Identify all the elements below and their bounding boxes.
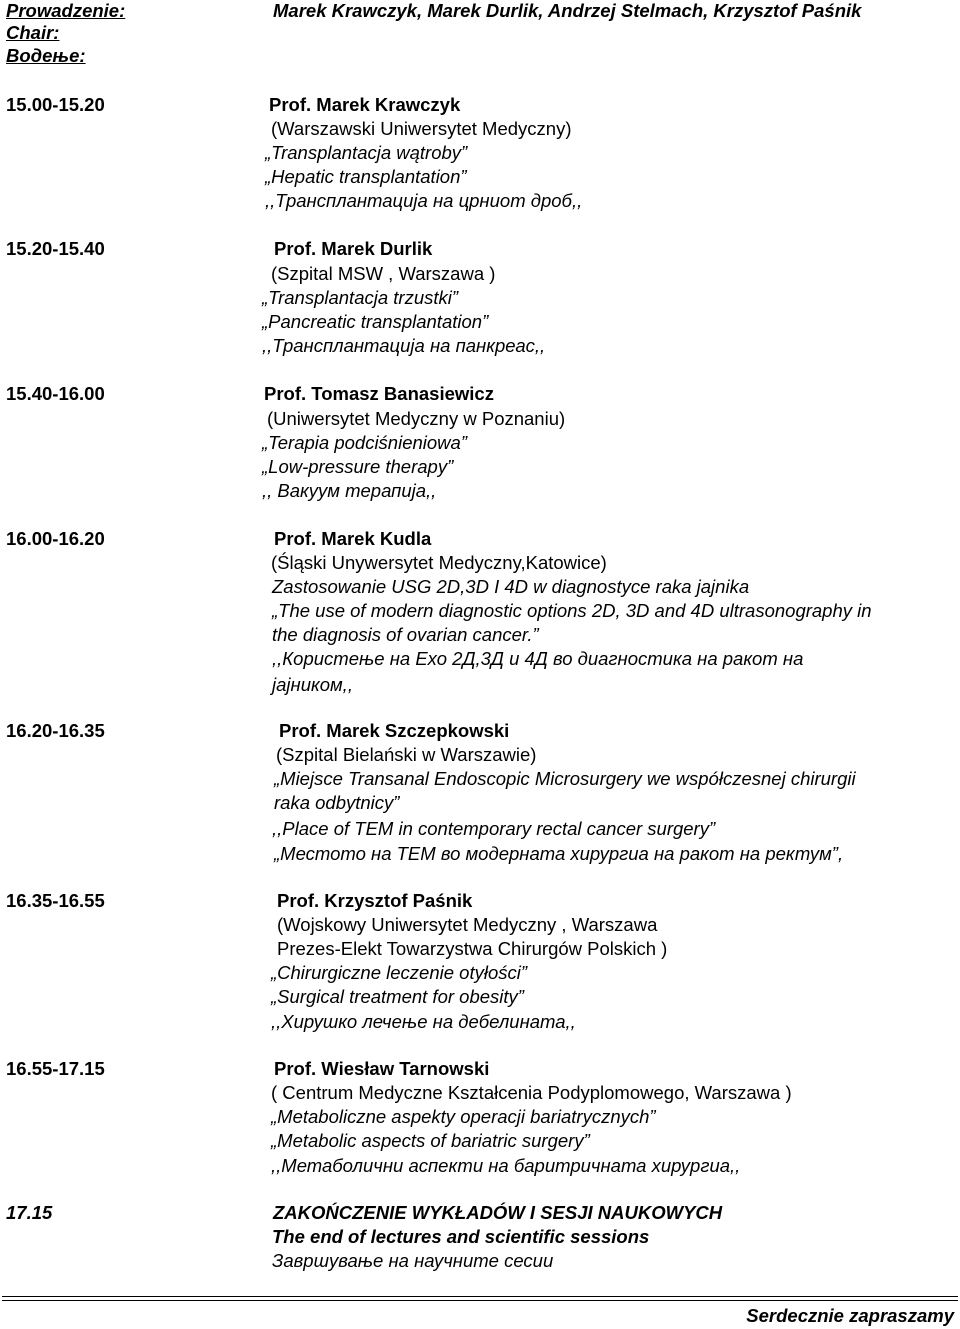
closing-title-mk: Завршување на научните сесии [272, 1250, 554, 1271]
session-speaker: Prof. Marek Szczepkowski [279, 720, 510, 741]
footer-divider-2 [2, 1300, 958, 1301]
session-affiliation: (Szpital Bielański w Warszawie) [276, 744, 537, 765]
footer-divider [2, 1296, 958, 1297]
session-title-en-cont: the diagnosis of ovarian cancer.” [272, 624, 539, 645]
session-title-pl: „Transplantacja trzustki” [262, 287, 459, 308]
session-title-pl: „Transplantacja wątroby” [265, 142, 468, 163]
session-affiliation: ( Centrum Medyczne Kształcenia Podyplomowego, Warszawa ) [271, 1082, 792, 1103]
session-affiliation: (Uniwersytet Medyczny w Poznaniu) [267, 408, 566, 429]
session-title-en: „Pancreatic transplantation” [262, 311, 489, 332]
session-speaker: Prof. Tomasz Banasiewicz [264, 383, 494, 404]
session-affiliation: (Szpital MSW , Warszawa ) [271, 263, 496, 284]
session-affiliation: (Warszawski Uniwersytet Medyczny) [271, 118, 572, 139]
session-title-mk: ,,Трансплантација на црниот дроб,, [265, 190, 583, 211]
session-title-pl: Zastosowanie USG 2D,3D I 4D w diagnostyce raka jajnika [272, 576, 750, 597]
session-title-pl-cont: raka odbytnicy” [274, 792, 400, 813]
session-title-mk: ,, Вакуум терапија,, [262, 480, 437, 501]
session-title-pl: „Chirurgiczne leczenie otyłości” [271, 962, 528, 983]
session-time: 16.55-17.15 [6, 1058, 105, 1079]
closing-title-en: The end of lectures and scientific sessions [272, 1226, 650, 1247]
session-time: 15.00-15.20 [6, 94, 105, 115]
footer-farewell: Serdecznie zapraszamy [746, 1305, 954, 1326]
session-title-en: ,,Place of TEM in contemporary rectal cancer surgery” [272, 818, 716, 839]
session-speaker: Prof. Krzysztof Paśnik [277, 890, 473, 911]
session-speaker: Prof. Marek Krawczyk [269, 94, 461, 115]
session-title-en: „Hepatic transplantation” [265, 166, 467, 187]
chair-names: Marek Krawczyk, Marek Durlik, Andrzej Stelmach, Krzysztof Paśnik [273, 0, 862, 21]
session-title-pl: „Miejsce Transanal Endoscopic Microsurgery we współczesnej chirurgii [274, 768, 856, 789]
chair-label-en: Chair: [6, 22, 60, 43]
session-title-mk: ,,Метаболични аспекти на баритричната хирургиа,, [271, 1155, 741, 1176]
closing-time: 17.15 [6, 1202, 53, 1223]
chair-label-pl: Prowadzenie: [6, 0, 126, 21]
session-title-en: „The use of modern diagnostic options 2D, 3D and 4D ultrasonography in [272, 600, 872, 621]
session-affiliation-2: Prezes-Elekt Towarzystwa Chirurgów Polskich ) [277, 938, 668, 959]
closing-title-pl: ZAKOŃCZENIE WYKŁADÓW I SESJI NAUKOWYCH [273, 1202, 723, 1223]
session-title-pl: „Terapia podciśnieniowa” [262, 432, 467, 453]
session-title-pl: „Metaboliczne aspekty operacji bariatrycznych” [271, 1106, 656, 1127]
session-title-mk-cont: јајником,, [272, 674, 353, 695]
session-title-en: „Metabolic aspects of bariatric surgery” [271, 1130, 590, 1151]
session-time: 16.20-16.35 [6, 720, 105, 741]
session-title-mk: ,,Трансплантација на панкреас,, [262, 335, 546, 356]
session-title-en: „Low-pressure therapy” [262, 456, 454, 477]
session-title-mk: ,,Користење на Ехо 2Д,3Д и 4Д во диагностика на ракот на [272, 648, 804, 669]
session-title-mk: ,,Хирушко лечење на дебелината,, [271, 1011, 576, 1032]
session-speaker: Prof. Wiesław Tarnowski [274, 1058, 490, 1079]
session-affiliation: (Wojskowy Uniwersytet Medyczny , Warszawa [277, 914, 658, 935]
session-time: 15.20-15.40 [6, 238, 105, 259]
session-speaker: Prof. Marek Durlik [274, 238, 433, 259]
session-affiliation: (Śląski Unywersytet Medyczny,Katowice) [271, 552, 607, 573]
session-time: 16.35-16.55 [6, 890, 105, 911]
session-time: 16.00-16.20 [6, 528, 105, 549]
chair-label-mk: Водење: [6, 45, 86, 66]
session-time: 15.40-16.00 [6, 383, 105, 404]
session-title-en: „Surgical treatment for obesity” [271, 986, 524, 1007]
session-title-mk: „Местото на ТЕМ во модерната хирургиа на ракот на ректум”, [274, 843, 844, 864]
session-speaker: Prof. Marek Kudla [274, 528, 432, 549]
